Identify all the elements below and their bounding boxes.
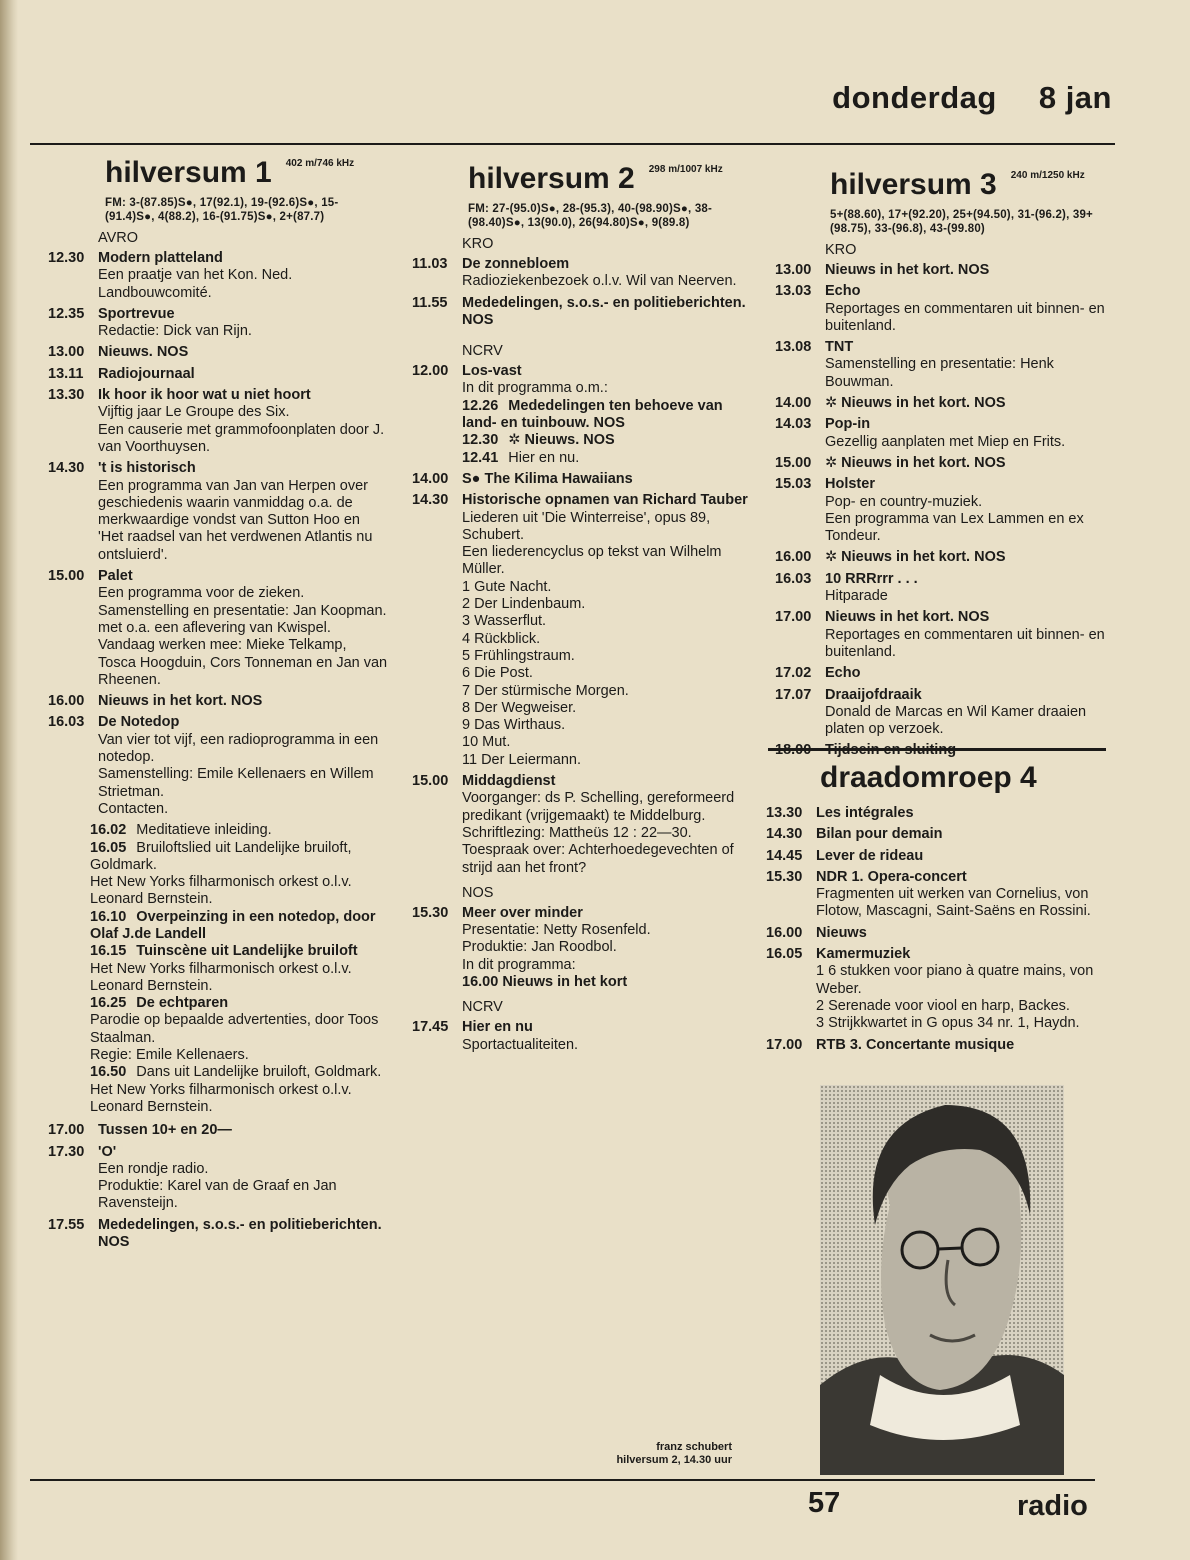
program-body [98,250,388,302]
program-time: 14.30 [766,826,803,843]
sub-item-text: Tuinscène uit Landelijke bruiloft [136,943,358,960]
sub-item-text: De echtparen [136,995,229,1012]
caption-detail: hilversum 2, 14.30 uur [616,1454,732,1466]
schubert-portrait [820,1085,1064,1475]
program-description: Radioziekenbezoek o.l.v. Wil van Neerven. [462,273,737,290]
program-time: 12.30 [48,250,85,266]
program-description: Pop- en country-muziek. [825,493,983,510]
sub-item [90,1082,388,1117]
program-title: 't is historisch [98,460,196,477]
program-body [816,946,1116,1032]
sub-item [90,1064,388,1081]
program-time: 17.30 [48,1143,85,1160]
program-item [775,476,1120,545]
sub-item-text: Meditatieve inleiding. [136,822,272,839]
program-description: In dit programma: [462,956,576,973]
program-time: 12.00 [412,363,449,380]
program-item [775,416,1120,451]
program-description: Vijftig jaar Le Groupe des Six. [98,404,290,421]
broadcaster-label: KRO [462,236,494,252]
program-description: 3 Wasserflut. [462,613,547,630]
program-time: 13.00 [775,262,812,278]
sub-item-text: Bruiloftslied uit Landelijke bruiloft, Goldmark. [90,839,352,873]
station-title-hilversum-2: hilversum 2 [468,162,635,195]
column-hilversum-2 [412,164,752,1058]
program-time: 15.30 [766,868,803,885]
program-item [412,905,752,991]
sub-item-time: 12.30 [462,432,499,449]
program-time: 13.11 [48,365,84,382]
program-title: NDR 1. Opera-concert [816,868,967,885]
broadcaster-label: AVRO [98,230,139,246]
station-frequency: 402 m/746 kHz [285,158,355,169]
program-item [48,306,388,341]
sub-item-time: 16.25 [90,995,127,1012]
program-time: 17.02 [775,665,812,682]
program-time: 13.03 [775,283,812,300]
program-body [816,848,1116,865]
program-item [48,344,388,361]
station-title-draadomroep-4: draadomroep 4 [820,761,1037,794]
program-description: Een programma van Lex Lammen en ex Tondeur. [825,510,1084,545]
program-description: Van vier tot vijf, een radioprogramma in een notedop. [98,731,379,766]
program-item [775,742,1120,759]
station-frequency: 240 m/1250 kHz [1010,170,1085,181]
program-item [775,339,1120,391]
program-body [462,256,752,291]
program-description: met o.a. een aflevering van Kwispel. [98,619,331,636]
program-body [98,306,388,341]
program-item [412,363,752,467]
program-description: Presentatie: Netty Rosenfeld. [462,922,651,939]
program-title: Nieuws [816,924,867,941]
program-body [825,549,1120,566]
fm-frequencies: FM: 3-(87.85)S●, 17(92.1), 19-(92.6)S●, 15-(91.4)S●, 4(88.2), 16-(91.75)S●, 2+(87.7) [105,197,339,223]
program-description: 2 Der Lindenbaum. [462,596,586,613]
header-day: donderdag [832,80,997,115]
broadcaster-label: NCRV [462,999,503,1016]
program-item [412,1019,752,1054]
program-time: 13.08 [775,339,812,356]
program-body [825,742,1120,759]
program-description: Samenstelling en presentatie: Henk Bouwman. [825,356,1054,390]
sub-item-time: 16.05 [90,839,127,856]
program-body [98,366,388,383]
program-title: Pop-in [825,416,871,433]
fm-frequencies: 5+(88.60), 17+(92.20), 25+(94.50), 31-(96.2), 39+(98.75), 33-(96.8), 43-(99.80) [830,209,1093,235]
bottom-rule [30,1479,1095,1481]
program-body [825,455,1120,472]
program-item [48,714,388,818]
program-time: 17.07 [775,686,812,703]
program-time: 14.03 [775,416,812,433]
program-description: Vandaag werken mee: Mieke Telkamp, Tosca Hoogduin, Cors Tonneman en Jan van Rheenen. [98,637,388,688]
sub-item-time: 16.15 [90,943,127,960]
program-body [98,344,388,361]
program-description: 8 Der Wegweiser. [462,699,577,716]
program-title: 'O' [98,1143,117,1160]
program-time: 17.55 [48,1216,85,1233]
program-description: Contacten. [98,800,169,817]
program-item [775,571,1120,606]
program-description: 7 Der stürmische Morgen. [462,682,629,699]
program-title: Hier en nu [462,1019,533,1036]
program-title: Nieuws in het kort. NOS [98,693,263,710]
program-description: Een praatje van het Kon. Ned. Landbouwcomité. [98,267,293,301]
program-title: 10 RRRrrr . . . [825,570,918,587]
program-sub-item: 16.00 Nieuws in het kort [462,973,628,990]
page-binding-edge [0,0,18,1560]
sub-item-text: Overpeinzing in een notedop, door Olaf J.de Landell [90,908,376,942]
program-description: 9 Das Wirthaus. [462,717,566,734]
program-time: 15.00 [48,568,85,585]
program-body [816,1037,1116,1054]
program-description: 1 Gute Nacht. [462,578,552,595]
header-date-value: 8 jan [1038,80,1112,115]
sub-item [90,822,388,839]
sub-item [462,398,752,433]
program-description: 5 Frühlingstraum. [462,647,575,664]
program-body [816,805,1116,822]
program-item [766,1037,1116,1054]
sub-item-text: Hier en nu. [508,449,580,466]
program-time: 17.00 [766,1036,803,1053]
program-body [98,460,388,564]
program-item [775,665,1120,682]
program-body [816,925,1116,942]
program-body [98,387,388,456]
program-title: De Notedop [98,714,180,731]
program-title: Meer over minder [462,904,583,921]
program-body [98,714,388,818]
top-rule [30,143,1115,145]
sub-item [462,450,752,467]
sub-item [90,840,388,875]
program-body [462,471,752,488]
caption-name: franz schubert [656,1441,732,1453]
program-item [775,609,1120,661]
program-time: 15.03 [775,476,812,493]
program-time: 15.00 [412,773,449,790]
program-time: 16.03 [775,570,812,587]
program-description: 4 Rückblick. [462,630,541,647]
program-time: 16.00 [766,924,803,941]
sub-item-time: 16.02 [90,822,127,839]
program-description: Schriftlezing: Mattheüs 12 : 22—30. [462,824,692,841]
section-label: radio [1017,1490,1088,1522]
program-item [48,387,388,456]
program-body [462,492,752,769]
program-description: In dit programma o.m.: [462,380,608,397]
program-time: 12.35 [48,305,85,322]
program-time: 11.55 [412,294,448,311]
program-title: ✲ Nieuws in het kort. NOS [825,395,1006,412]
broadcaster-label: NOS [462,884,494,901]
header-date [832,80,1112,116]
program-title: S● The Kilima Hawaiians [462,470,633,487]
program-body [825,339,1120,391]
program-item [412,492,752,769]
sub-item [90,961,388,996]
portrait-caption [560,1441,732,1467]
program-time: 11.03 [412,256,448,272]
program-description: Een programma van Jan van Herpen over geschiedenis waarin vanmiddag o.a. de merkwaardige vondst van Sutton Hoo en 'Het raadsel van het verdwenen Atlantis nu ontsluierd'. [98,477,373,563]
column-draadomroep-4 [766,763,1116,1058]
program-item [412,773,752,877]
program-title: ✲ Nieuws in het kort. NOS [825,454,1006,471]
station-title-hilversum-1: hilversum 1 [105,156,272,189]
program-item [412,295,752,330]
program-time: 13.00 [48,344,85,361]
program-title: Tussen 10+ en 20— [98,1122,232,1139]
program-title: Draaijofdraaik [825,686,922,703]
sub-item-text: Het New Yorks filharmonisch orkest o.l.v. Leonard Bernstein. [90,874,352,908]
program-description: Reportages en commentaren uit binnen- en buitenland. [825,300,1105,334]
program-item [48,693,388,710]
station-title-hilversum-3: hilversum 3 [830,168,997,201]
program-item [48,568,388,689]
program-time: 14.00 [775,395,812,412]
program-description: Samenstelling en presentatie: Jan Koopman. [98,602,387,619]
program-title: De zonnebloem [462,256,570,272]
program-item [766,869,1116,921]
program-time: 13.30 [48,387,85,404]
program-title: Kamermuziek [816,946,911,963]
program-item [48,250,388,302]
program-item [775,549,1120,566]
page-number: 57 [808,1487,841,1519]
program-title: Sportrevue [98,305,175,322]
sub-item-text: Mededelingen ten behoeve van land- en tuinbouw. NOS [462,397,723,432]
program-description: 2 Serenade voor viool en harp, Backes. [816,997,1070,1014]
program-title: Ik hoor ik hoor wat u niet hoort [98,387,311,404]
program-item [775,283,1120,335]
program-body [462,295,752,330]
sub-item [90,909,388,944]
sub-item-time: 12.41 [462,449,499,466]
program-item [48,1144,388,1213]
program-time: 14.45 [766,847,803,864]
column-hilversum-3 [775,170,1120,764]
program-body [825,476,1120,545]
program-title: Bilan pour demain [816,826,943,843]
broadcaster-label: NCRV [462,343,503,360]
program-title: Holster [825,476,875,493]
program-description: Liederen uit 'Die Winterreise', opus 89, Schubert. [462,509,711,543]
program-time: 13.30 [766,805,803,821]
program-item [48,1122,388,1139]
program-time: 15.00 [775,454,812,471]
sub-item [90,995,388,1012]
program-description: Sportactualiteiten. [462,1036,579,1053]
program-time: 14.00 [412,470,449,487]
sub-item-text: Het New Yorks filharmonisch orkest o.l.v. Leonard Bernstein. [90,1081,352,1115]
program-item [766,946,1116,1032]
program-title: Los-vast [462,363,522,380]
program-title: Les intégrales [816,805,914,821]
sub-item-text: Parodie op bepaalde advertenties, door Toos Staalman. [90,1012,379,1046]
program-body [825,262,1120,279]
program-time: 15.30 [412,904,449,921]
program-title [825,742,1120,759]
sub-item-text: Het New Yorks filharmonisch orkest o.l.v. Leonard Bernstein. [90,960,352,994]
program-item [766,848,1116,865]
program-item [775,395,1120,412]
program-body [825,609,1120,661]
program-title: Echo [825,283,861,300]
program-title: Palet [98,568,133,585]
program-body [462,1019,752,1054]
program-description: Produktie: Jan Roodbol. [462,939,617,956]
program-time [775,742,825,759]
program-body [98,1144,388,1213]
program-title: TNT [825,339,854,356]
program-description: 3 Strijkkwartet in G opus 34 nr. 1, Haydn. [816,1015,1080,1032]
program-description: Een rondje radio. [98,1160,209,1177]
program-title: Modern platteland [98,250,223,266]
program-item [766,925,1116,942]
program-title: Echo [825,665,861,682]
program-time: 16.00 [775,549,812,566]
program-description: 1 6 stukken voor piano à quatre mains, von Weber. [816,963,1094,997]
sub-item [90,943,388,960]
program-time: 17.00 [775,609,812,626]
program-title: Nieuws in het kort. NOS [825,609,990,626]
program-item [412,256,752,291]
program-description: Voorganger: ds P. Schelling, gereformeerd predikant (vrijgemaakt) te Middelburg. [462,790,735,824]
program-body [462,905,752,991]
program-description: Reportages en commentaren uit binnen- en buitenland. [825,626,1105,660]
program-body [825,687,1120,739]
program-body [98,693,388,710]
program-title: ✲ Nieuws in het kort. NOS [825,549,1006,566]
sub-item-time: 16.10 [90,908,127,925]
draadomroep-rule [768,748,1106,751]
program-item [775,455,1120,472]
program-title: Historische opnamen van Richard Tauber [462,492,748,509]
program-body [825,665,1120,682]
fm-frequencies: FM: 27-(95.0)S●, 28-(95.3), 40-(98.90)S●, 38-(98.40)S●, 13(90.0), 26(94.80)S●, 9(89.8) [468,203,713,229]
program-title: Radiojournaal [98,365,195,382]
program-description: Produktie: Karel van de Graaf en Jan Ravensteijn. [98,1178,337,1212]
program-description: Gezellig aanplaten met Miep en Frits. [825,433,1066,450]
program-description: Een programma voor de zieken. [98,585,305,602]
program-body [98,568,388,689]
sub-item-text: Dans uit Landelijke bruiloft, Goldmark. [136,1064,382,1081]
program-item [48,366,388,383]
program-title: Nieuws. NOS [98,344,189,361]
program-item [766,805,1116,822]
program-description: Donald de Marcas en Wil Kamer draaien platen op verzoek. [825,703,1087,738]
program-title: Mededelingen, s.o.s.- en politieberichten. NOS [462,294,746,328]
program-time: 16.05 [766,946,803,963]
program-body [825,571,1120,606]
program-description: 11 Der Leiermann. [462,751,582,768]
program-item [48,1217,388,1252]
program-title: Mededelingen, s.o.s.- en politieberichten. NOS [98,1216,382,1251]
program-title: Middagdienst [462,773,556,790]
program-body [825,416,1120,451]
program-description: Redactie: Dick van Rijn. [98,323,252,340]
program-body [825,283,1120,335]
program-time: 14.30 [48,460,85,477]
program-item [775,262,1120,279]
program-body [98,1122,388,1139]
broadcaster-label: KRO [825,242,857,258]
program-time: 16.00 [48,693,85,710]
program-time: 17.45 [412,1019,449,1036]
program-description: 10 Mut. [462,734,511,751]
program-item [48,460,388,564]
program-description: 6 Die Post. [462,665,533,682]
program-description: Toespraak over: Achterhoedegevechten of strijd aan het front? [462,842,734,876]
program-title: RTB 3. Concertante musique [816,1036,1015,1053]
program-item [412,471,752,488]
program-title: Lever de rideau [816,847,924,864]
sub-item-time: 12.26 [462,397,499,414]
program-time: 17.00 [48,1122,85,1139]
program-description: Samenstelling: Emile Kellenaers en Willem Strietman. [98,766,374,800]
program-item [766,826,1116,843]
program-title: Nieuws in het kort. NOS [825,262,990,278]
program-description: Hitparade [825,588,888,605]
program-time: 16.03 [48,714,85,731]
column-hilversum-1 [48,158,388,1255]
sub-item-time: 16.50 [90,1064,127,1081]
program-body [825,395,1120,412]
program-item [775,687,1120,739]
sub-item [462,432,752,449]
program-description: Een causerie met grammofoonplaten door J. van Voorthuysen. [98,421,385,455]
program-description: Een liederencyclus op tekst van Wilhelm Müller. [462,544,722,578]
program-body [816,826,1116,843]
sub-item-text: Regie: Emile Kellenaers. [90,1047,249,1064]
program-body [816,869,1116,921]
program-description: Fragmenten uit werken van Cornelius, von Flotow, Mascagni, Saint-Saëns en Rossini. [816,886,1091,920]
station-frequency: 298 m/1007 kHz [648,164,723,175]
program-time: 14.30 [412,492,449,509]
sub-item [90,874,388,909]
sub-item [90,1047,388,1064]
program-body [98,1217,388,1252]
sub-item-text: ✲ Nieuws. NOS [508,432,615,449]
program-body [462,363,752,467]
sub-item [90,1012,388,1047]
program-body [462,773,752,877]
